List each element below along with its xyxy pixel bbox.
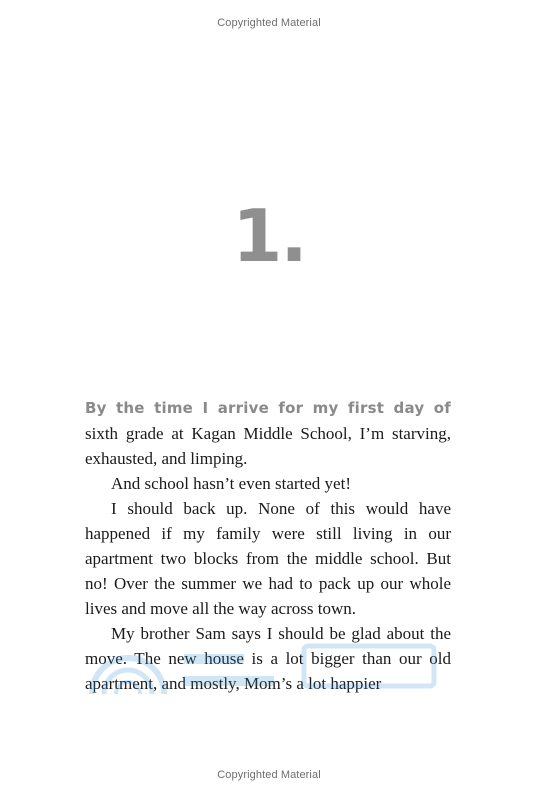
paragraph-2: And school hasn’t even started yet!	[111, 474, 351, 493]
chapter-number: 1.	[232, 194, 306, 278]
copyright-header: Copyrighted Material	[217, 17, 321, 29]
lead-in-text: By the time I arrive for my first day of	[85, 399, 451, 417]
chapter-text	[85, 396, 451, 696]
paragraph-1	[85, 396, 451, 471]
paragraph-3: I should back up. None of this would have happened if my family were still living in our apartment two blocks from the middle school. But no! Over the summer we had to pack up our whole lives and move all the way across town.	[85, 499, 451, 618]
paragraph-1-rest: sixth grade at Kagan Middle School, I’m starving, exhausted, and limping.	[85, 424, 451, 468]
paragraph-4: My brother Sam says I should be glad about the move. The new house is a lot bigger than our old apartment, and mostly, Mom’s a lot happier	[85, 624, 451, 693]
copyright-footer: Copyrighted Material	[217, 769, 321, 781]
